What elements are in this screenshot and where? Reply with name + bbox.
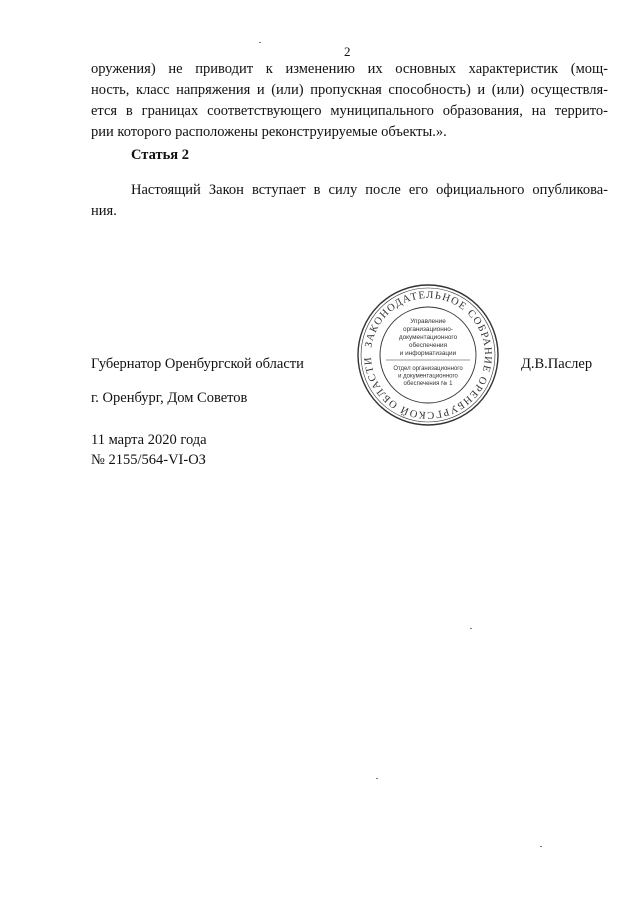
governor-title: Губернатор Оренбургской области — [91, 356, 304, 372]
stamp-line: организационно- — [403, 326, 453, 333]
stamp-seal-icon — [356, 283, 500, 427]
stamp-line: Управление — [410, 318, 446, 325]
law-number: № 2155/564-VI-ОЗ — [91, 452, 206, 468]
paragraph-line: ется в границах соответствующего муниципального образования, на террито- — [91, 103, 608, 119]
scan-speck — [376, 778, 378, 779]
scan-speck — [470, 628, 472, 629]
paragraph-line: ность, класс напряжения и (или) пропускная способность) и (или) осуществля- — [91, 82, 608, 98]
scan-speck — [259, 42, 261, 43]
paragraph-line: оружения) не приводит к изменению их основных характеристик (мощ- — [91, 61, 608, 77]
stamp-line: обеспечения № 1 — [403, 381, 453, 387]
stamp-line: Отдел организационного — [393, 366, 463, 372]
article-paragraph — [91, 180, 608, 222]
article-heading: Статья 2 — [131, 147, 189, 163]
paragraph-1 — [91, 59, 608, 143]
paragraph-line: Настоящий Закон вступает в силу после его официального опубликова- — [131, 182, 608, 198]
signing-place: г. Оренбург, Дом Советов — [91, 390, 248, 406]
governor-name: Д.В.Паслер — [521, 356, 593, 372]
page-number: 2 — [344, 44, 351, 59]
paragraph-line: рии которого расположены реконструируемые объекты.». — [91, 124, 447, 140]
signing-date: 11 марта 2020 года — [91, 432, 207, 448]
stamp-line: и информатизации — [399, 350, 457, 357]
scan-speck — [540, 846, 542, 847]
official-stamp — [356, 283, 500, 427]
stamp-line: обеспечения — [408, 342, 448, 349]
svg-text:ЗАКОНОДАТЕЛЬНОЕ СОБРАНИЕ ОРЕНБ: ЗАКОНОДАТЕЛЬНОЕ СОБРАНИЕ ОРЕНБУРГСКОЙ ОБЛАСТИ — [362, 289, 494, 421]
stamp-line: и документационного — [398, 373, 458, 380]
stamp-line: документационного — [398, 334, 458, 341]
paragraph-line: ния. — [91, 203, 117, 219]
